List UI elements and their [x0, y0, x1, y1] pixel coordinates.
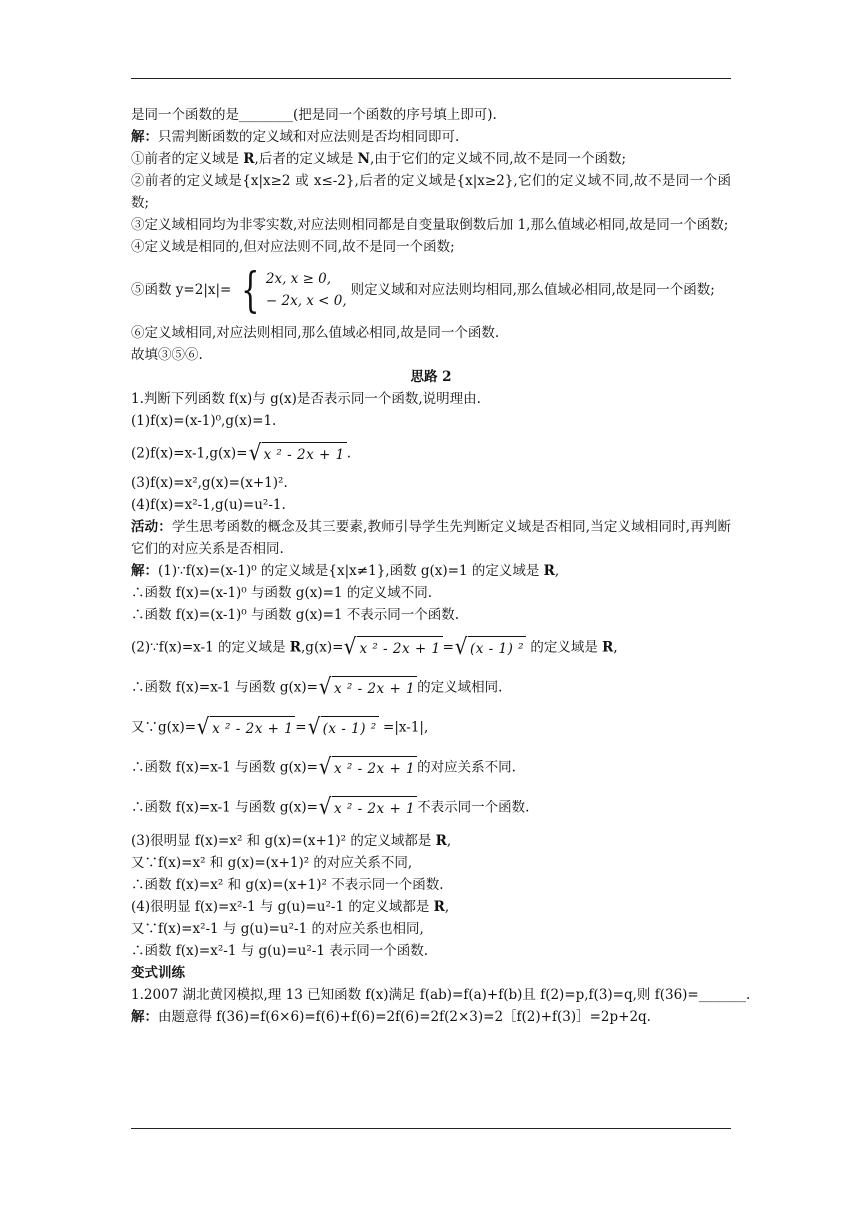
- text: ∴函数 f(x)=x-1 与函数 g(x)=: [131, 799, 318, 816]
- solution-line: [131, 676, 731, 700]
- text: (2)∵f(x)=x-1 的定义域是: [131, 639, 290, 656]
- radicand: (x - 1) ²: [321, 716, 379, 740]
- solution-line: [131, 126, 731, 148]
- text-line: ②前者的定义域是{x|x≥2 或 x≤-2},后者的定义域是{x|x≥2},它们的定义域不同,故不是同一个函数;: [131, 173, 731, 211]
- solution-line: [131, 796, 731, 820]
- text: (2)f(x)=x-1,g(x)=: [131, 445, 248, 462]
- radicand: x ² - 2x + 1: [332, 676, 417, 700]
- text: .: [346, 445, 351, 462]
- text-line: ⑥定义域相同,对应法则相同,那么值域必相同,故是同一个函数.: [131, 325, 500, 341]
- radical-sign: √: [318, 795, 332, 820]
- sqrt-expression: [454, 636, 526, 660]
- solution-line: [131, 896, 731, 918]
- text: ∴函数 f(x)=x-1 与函数 g(x)=: [131, 759, 318, 776]
- text: =|x-1|,: [383, 719, 429, 736]
- solution-label: 解：: [131, 563, 158, 579]
- set-symbol: R: [543, 563, 555, 579]
- set-symbol: N: [357, 151, 370, 167]
- radical-sign: √: [344, 635, 357, 660]
- footer-rule: [131, 1128, 731, 1129]
- set-symbol: R: [433, 899, 445, 915]
- solution-line: ∴函数 f(x)=(x-1)⁰ 与函数 g(x)=1 的定义域不同.: [131, 585, 433, 601]
- text: =: [442, 639, 454, 656]
- solution-line: [131, 830, 731, 852]
- radical-sign: √: [248, 441, 261, 466]
- text: ,后者的定义域是: [254, 151, 358, 167]
- activity-line: [131, 516, 731, 560]
- piecewise-function: [235, 262, 347, 318]
- sqrt-expression: [307, 716, 379, 740]
- brace-glyph: {: [241, 262, 260, 318]
- sqrt-expression: [248, 442, 347, 466]
- text: 只需判断函数的定义域和对应法则是否均相同即可.: [158, 129, 460, 145]
- set-symbol: R: [602, 639, 614, 656]
- cases: [266, 268, 347, 312]
- text: 由题意得 f(36)=f(6×6)=f(6)+f(6)=2f(6)=2f(2×3)=2［f(2)+f(3)］=2p+2q.: [158, 1009, 651, 1025]
- radicand: x ² - 2x + 1: [357, 636, 442, 660]
- section-heading: [131, 366, 731, 388]
- case-2: − 2x, x < 0,: [265, 293, 347, 309]
- text: ,: [446, 833, 452, 849]
- sqrt-expression: [318, 676, 417, 700]
- text: (4)很明显 f(x)=x²-1 与 g(u)=u²-1 的定义域都是: [131, 899, 434, 915]
- radicand: (x - 1) ²: [468, 636, 526, 660]
- document-body: [131, 104, 751, 1028]
- text-line: ④定义域是相同的,但对应法则不同,故不是同一个函数;: [131, 239, 455, 255]
- radical-sign: √: [318, 755, 332, 780]
- text-line: 故填③⑤⑥.: [131, 347, 203, 363]
- question-line: (4)f(x)=x²-1,g(u)=u²-1.: [131, 497, 286, 513]
- text: 学生思考函数的概念及其三要素,教师引导学生先判断定义域是否相同,当定义域相同时,再判断它们的对应关系是否相同.: [131, 519, 732, 557]
- text: 则定义域和对应法则均相同,那么值域必相同,故是同一个函数;: [350, 282, 715, 298]
- text: 的定义域是: [530, 639, 603, 656]
- text: (3)很明显 f(x)=x² 和 g(x)=(x+1)² 的定义域都是: [131, 833, 436, 849]
- header-rule: [131, 78, 731, 79]
- question-line: 1.2007 湖北黄冈模拟,理 13 已知函数 f(x)满足 f(ab)=f(a)+f(b)且 f(2)=p,f(3)=q,则 f(36)=_______.: [131, 987, 751, 1003]
- solution-line: 又∵f(x)=x² 和 g(x)=(x+1)² 的对应关系不同,: [131, 855, 413, 871]
- solution-line: [131, 716, 731, 740]
- question-line: (1)f(x)=(x-1)⁰,g(x)=1.: [131, 413, 277, 429]
- radicand: x ² - 2x + 1: [332, 756, 417, 780]
- sqrt-expression: [196, 716, 295, 740]
- radical-sign: √: [454, 635, 468, 660]
- text: =: [295, 719, 307, 736]
- heading-text: 思路 2: [410, 369, 452, 385]
- solution-line: [131, 1006, 731, 1028]
- text: ,g(x)=: [301, 639, 344, 656]
- set-symbol: R: [289, 639, 302, 656]
- set-symbol: R: [435, 833, 447, 849]
- text-line: ③定义域相同均为非零实数,对应法则相同都是自变量取倒数后加 1,那么值域必相同,故是同一个函数;: [131, 217, 729, 233]
- solution-line: [131, 560, 731, 582]
- solution-line: ∴函数 f(x)=x²-1 与 g(u)=u²-1 表示同一个函数.: [131, 943, 429, 959]
- radical-sign: √: [318, 675, 332, 700]
- text: ,: [554, 563, 560, 579]
- set-symbol: R: [243, 151, 255, 167]
- radical-sign: √: [307, 715, 320, 740]
- text-line: [131, 148, 731, 170]
- solution-line: ∴函数 f(x)=(x-1)⁰ 与函数 g(x)=1 不表示同一个函数.: [131, 607, 460, 623]
- solution-line: [131, 636, 731, 660]
- text: 的对应关系不同.: [417, 759, 516, 776]
- text: ,: [613, 639, 618, 656]
- text: 又∵g(x)=: [131, 719, 197, 736]
- radicand: x ² - 2x + 1: [262, 442, 347, 466]
- question-line: [131, 442, 731, 466]
- text: ⑤函数 y=2|x|=: [131, 282, 232, 298]
- question-line: (3)f(x)=x²,g(x)=(x+1)².: [131, 475, 288, 491]
- text: ①前者的定义域是: [131, 151, 244, 167]
- sqrt-expression: [318, 796, 417, 820]
- text: 不表示同一个函数.: [417, 799, 530, 816]
- text: ,由于它们的定义域不同,故不是同一个函数;: [369, 151, 627, 167]
- case-1: 2x, x ≥ 0,: [265, 271, 332, 287]
- solution-label: 解：: [131, 1009, 158, 1025]
- text: 的定义域相同.: [417, 679, 503, 696]
- piecewise-line: [131, 264, 731, 316]
- text: ,: [444, 899, 450, 915]
- sqrt-expression: [318, 756, 417, 780]
- text: ∴函数 f(x)=x-1 与函数 g(x)=: [131, 679, 318, 696]
- question-line: 1.判断下列函数 f(x)与 g(x)是否表示同一个函数,说明理由.: [131, 391, 481, 407]
- activity-label: 活动：: [131, 519, 172, 535]
- solution-label: 解：: [131, 129, 158, 145]
- solution-line: ∴函数 f(x)=x² 和 g(x)=(x+1)² 不表示同一个函数.: [131, 877, 444, 893]
- solution-line: [131, 756, 731, 780]
- radical-sign: √: [196, 715, 210, 740]
- sqrt-expression: [343, 636, 442, 660]
- solution-line: 又∵f(x)=x²-1 与 g(u)=u²-1 的对应关系也相同,: [131, 921, 424, 937]
- radicand: x ² - 2x + 1: [210, 716, 295, 740]
- radicand: x ² - 2x + 1: [332, 796, 417, 820]
- text: (1)∵f(x)=(x-1)⁰ 的定义域是{x|x≠1},函数 g(x)=1 的定义域是: [158, 563, 544, 579]
- section-heading: [131, 962, 731, 984]
- heading-text: 变式训练: [131, 965, 185, 981]
- text-line: 是同一个函数的是________(把是同一个函数的序号填上即可).: [131, 107, 497, 123]
